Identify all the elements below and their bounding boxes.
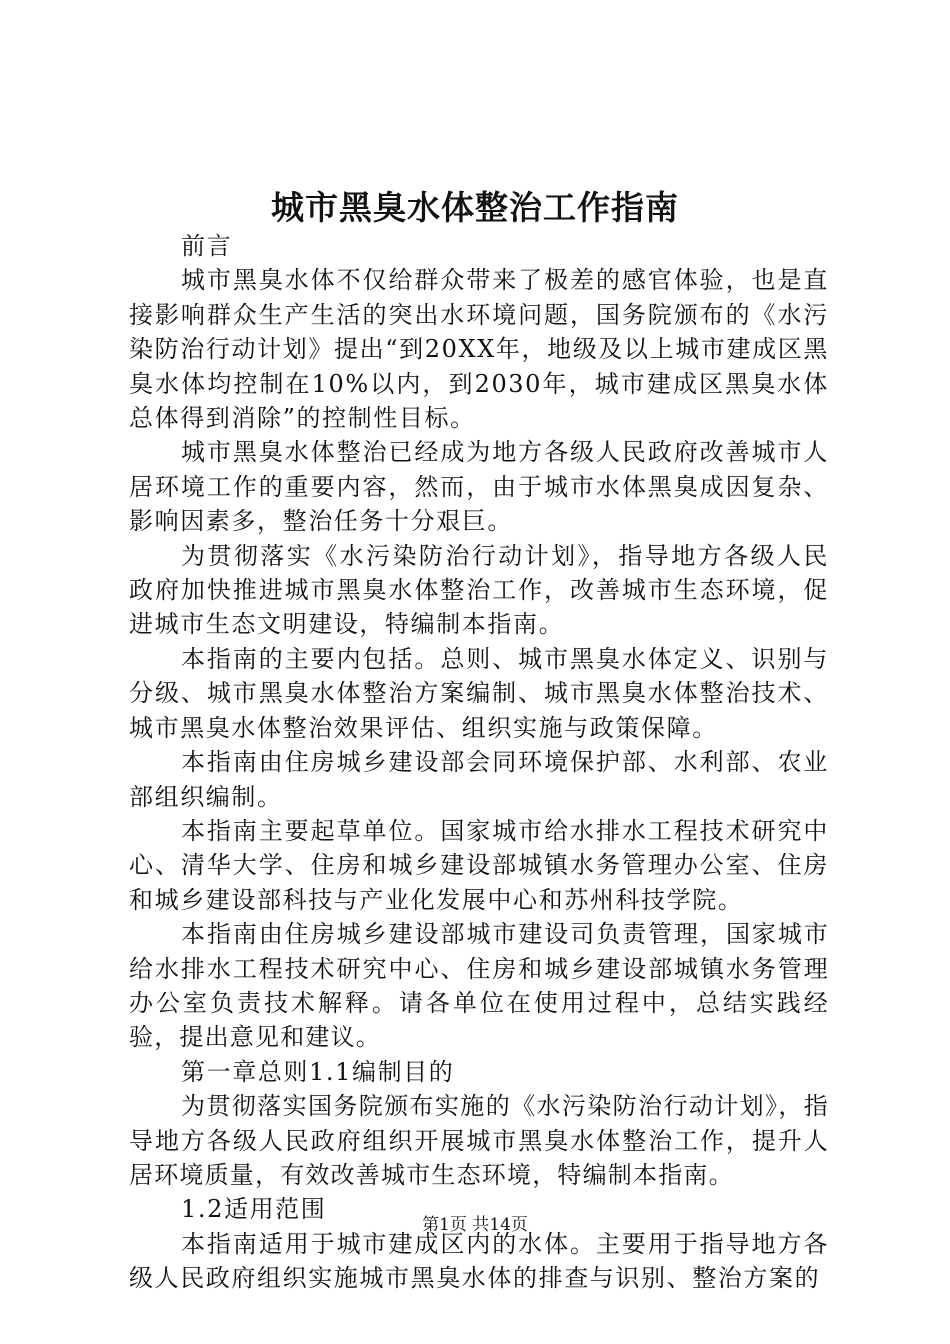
paragraph: 本指南适用于城市建成区内的水体。主要用于指导地方各级人民政府组织实施城市黑臭水体的排查与识别、整治方案的 <box>129 1229 829 1293</box>
paragraph: 本指南主要起草单位。国家城市给水排水工程技术研究中心、清华大学、住房和城乡建设部城镇水务管理办公室、住房和城乡建设部科技与产业化发展中心和苏州科技学院。 <box>129 816 829 914</box>
paragraph: 城市黑臭水体不仅给群众带来了极差的感官体验，也是直接影响群众生产生活的突出水环境问题，国务院颁布的《水污染防治行动计划》提出“到20XX年，地级及以上城市建成区黑臭水体均控制在10%以内，到2030年，城市建成区黑臭水体总体得到消除”的控制性目标。 <box>129 266 829 433</box>
document-body <box>129 229 829 1296</box>
paragraph: 为贯彻落实国务院颁布实施的《水污染防治行动计划》，指导地方各级人民政府组织开展城市黑臭水体整治工作，提升人居环境质量，有效改善城市生态环境，特编制本指南。 <box>129 1092 829 1189</box>
paragraph: 本指南由住房城乡建设部会同环境保护部、水利部、农业部组织编制。 <box>129 748 829 811</box>
chapter-heading: 第一章总则1.1编制目的 <box>181 1057 455 1086</box>
paragraph: 为贯彻落实《水污染防治行动计划》，指导地方各级人民政府加快推进城市黑臭水体整治工作，改善城市生态环境，促进城市生态文明建设，特编制本指南。 <box>129 541 829 639</box>
document-title: 城市黑臭水体整治工作指南 <box>271 188 679 227</box>
paragraph-preface-heading: 前言 <box>181 232 233 260</box>
page-footer: 第1页 共14页 <box>422 1215 528 1235</box>
paragraph: 本指南的主要内包括。总则、城市黑臭水体定义、识别与分级、城市黑臭水体整治方案编制、城市黑臭水体整治技术、城市黑臭水体整治效果评估、组织实施与政策保障。 <box>129 644 829 742</box>
section-heading: 1.2适用范围 <box>181 1195 327 1224</box>
paragraph: 本指南由住房城乡建设部城市建设司负责管理，国家城市给水排水工程技术研究中心、住房和城乡建设部城镇水务管理办公室负责技术解释。请各单位在使用过程中，总结实践经验，提出意见和建议。 <box>129 920 829 1052</box>
paragraph: 城市黑臭水体整治已经成为地方各级人民政府改善城市人居环境工作的重要内容，然而，由于城市水体黑臭成因复杂、影响因素多，整治任务十分艰巨。 <box>129 438 829 536</box>
